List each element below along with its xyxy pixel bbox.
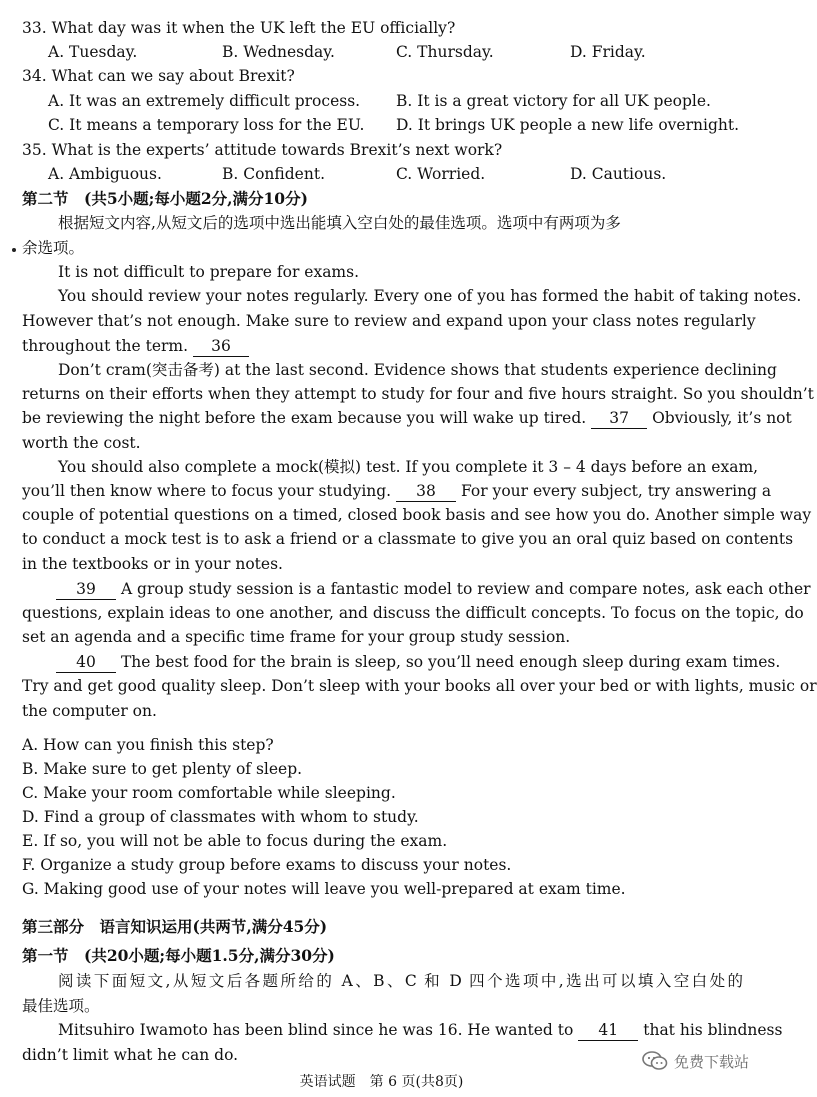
q35-stem: 35. What is the experts’ attitude towards Brexit’s next work? [22, 141, 503, 159]
passage-p1-line2: However that’s not enough. Make sure to review and expand upon your class notes regularly [22, 312, 756, 330]
passage-p4-line1 [56, 577, 811, 601]
passage-p2-line1: Don’t cram(突击备考) at the last second. Evidence shows that students experience declining [58, 361, 777, 379]
margin-dot [12, 248, 16, 252]
blank-37[interactable]: 37 [591, 408, 647, 429]
passage-p3-line1: You should also complete a mock(模拟) test. If you complete it 3 – 4 days before an exam, [58, 458, 759, 476]
passage-p3-line2-text-a: you’ll then know where to focus your studying. [22, 482, 392, 500]
passage-p4-line1-text: A group study session is a fantastic model to review and compare notes, ask each other [120, 580, 811, 598]
passage-p2-line3-text-a: be reviewing the night before the exam because you will wake up tired. [22, 409, 587, 427]
passage-p4-line2: questions, explain ideas to one another, and discuss the difficult concepts. To focus on the topic, do [22, 604, 804, 622]
choice-g: G. Making good use of your notes will leave you well-prepared at exam time. [22, 880, 626, 898]
passage-p3-line5: in the textbooks or in your notes. [22, 555, 283, 573]
passage-p3-line3: couple of potential questions on a timed, closed book basis and see how you do. Another simple way [22, 506, 812, 524]
part3-passage-line2: didn’t limit what he can do. [22, 1046, 239, 1064]
blank-41[interactable]: 41 [578, 1020, 638, 1041]
choice-a: A. How can you finish this step? [22, 736, 274, 754]
passage-p2-line3 [22, 406, 792, 430]
choice-d: D. Find a group of classmates with whom to study. [22, 808, 419, 826]
passage-p4-line3: set an agenda and a specific time frame for your group study session. [22, 628, 571, 646]
passage-p3-line4: to conduct a mock test is to ask a friend or a classmate to give you an oral quiz based on contents [22, 530, 794, 548]
blank-40[interactable]: 40 [56, 652, 116, 673]
part3-section1-heading: 第一节 (共20小题;每小题1.5分,满分30分) [22, 946, 335, 965]
passage-p1-line1: You should review your notes regularly. Every one of you has formed the habit of taking notes. [58, 287, 802, 305]
choice-c: C. Make your room comfortable while sleeping. [22, 784, 396, 802]
passage-p2-line4: worth the cost. [22, 434, 141, 452]
passage-p1-line3-text: throughout the term. [22, 337, 189, 355]
choice-e: E. If so, you will not be able to focus during the exam. [22, 832, 448, 850]
watermark [642, 1050, 749, 1072]
choice-f: F. Organize a study group before exams to discuss your notes. [22, 856, 512, 874]
part3-passage-line1 [58, 1018, 783, 1042]
part3-passage-line1-text-b: that his blindness [643, 1021, 783, 1039]
q35-option-d: D. Cautious. [570, 165, 667, 183]
q34-option-b: B. It is a great victory for all UK people. [396, 92, 711, 110]
passage-p3-line2 [22, 479, 772, 503]
passage-p5-line1 [56, 650, 781, 674]
q33-option-d: D. Friday. [570, 43, 646, 61]
passage-p5-line1-text: The best food for the brain is sleep, so you’ll need enough sleep during exam times. [120, 653, 781, 671]
passage-p2-line3-text-b: Obviously, it’s not [652, 409, 792, 427]
q35-option-b: B. Confident. [222, 165, 325, 183]
q35-option-c: C. Worried. [396, 165, 486, 183]
part3-instruction-line2: 最佳选项。 [22, 997, 100, 1015]
q34-option-d: D. It brings UK people a new life overnight. [396, 116, 739, 134]
wechat-icon [642, 1050, 668, 1072]
blank-38[interactable]: 38 [396, 481, 456, 502]
part3-passage-line1-text-a: Mitsuhiro Iwamoto has been blind since he was 16. He wanted to [58, 1021, 574, 1039]
q34-option-a: A. It was an extremely difficult process. [48, 92, 361, 110]
part3-instruction-line1: 阅读下面短文,从短文后各题所给的 A、B、C 和 D 四个选项中,选出可以填入空白处的 [58, 972, 743, 990]
passage-p5-line2: Try and get good quality sleep. Don’t sleep with your books all over your bed or with lights, music or [22, 677, 817, 695]
q33-option-b: B. Wednesday. [222, 43, 335, 61]
q34-option-c: C. It means a temporary loss for the EU. [48, 116, 365, 134]
passage-p1-line3 [22, 334, 743, 358]
passage-title: It is not difficult to prepare for exams. [58, 263, 360, 281]
section2-instruction-line1: 根据短文内容,从短文后的选项中选出能填入空白处的最佳选项。选项中有两项为多 [58, 214, 621, 232]
q35-option-a: A. Ambiguous. [48, 165, 162, 183]
page-footer: 英语试题 第 6 页(共8页) [299, 1074, 464, 1090]
q33-option-a: A. Tuesday. [48, 43, 138, 61]
passage-p2-line2: returns on their efforts when they attempt to study for four and five hours straight. So you shouldn’t [22, 385, 814, 403]
part3-heading: 第三部分 语言知识运用(共两节,满分45分) [22, 917, 328, 936]
blank-39[interactable]: 39 [56, 579, 116, 600]
q33-stem: 33. What day was it when the UK left the EU officially? [22, 19, 456, 37]
section2-instruction-line2: 余选项。 [22, 239, 85, 257]
choice-b: B. Make sure to get plenty of sleep. [22, 760, 303, 778]
q33-option-c: C. Thursday. [396, 43, 494, 61]
section2-heading: 第二节 (共5小题;每小题2分,满分10分) [22, 189, 308, 208]
q34-stem: 34. What can we say about Brexit? [22, 67, 295, 85]
blank-36[interactable]: 36 [193, 336, 249, 357]
watermark-text: 免费下载站 [673, 1052, 749, 1071]
passage-p5-line3: the computer on. [22, 702, 157, 720]
passage-p3-line2-text-b: For your every subject, try answering a [460, 482, 772, 500]
